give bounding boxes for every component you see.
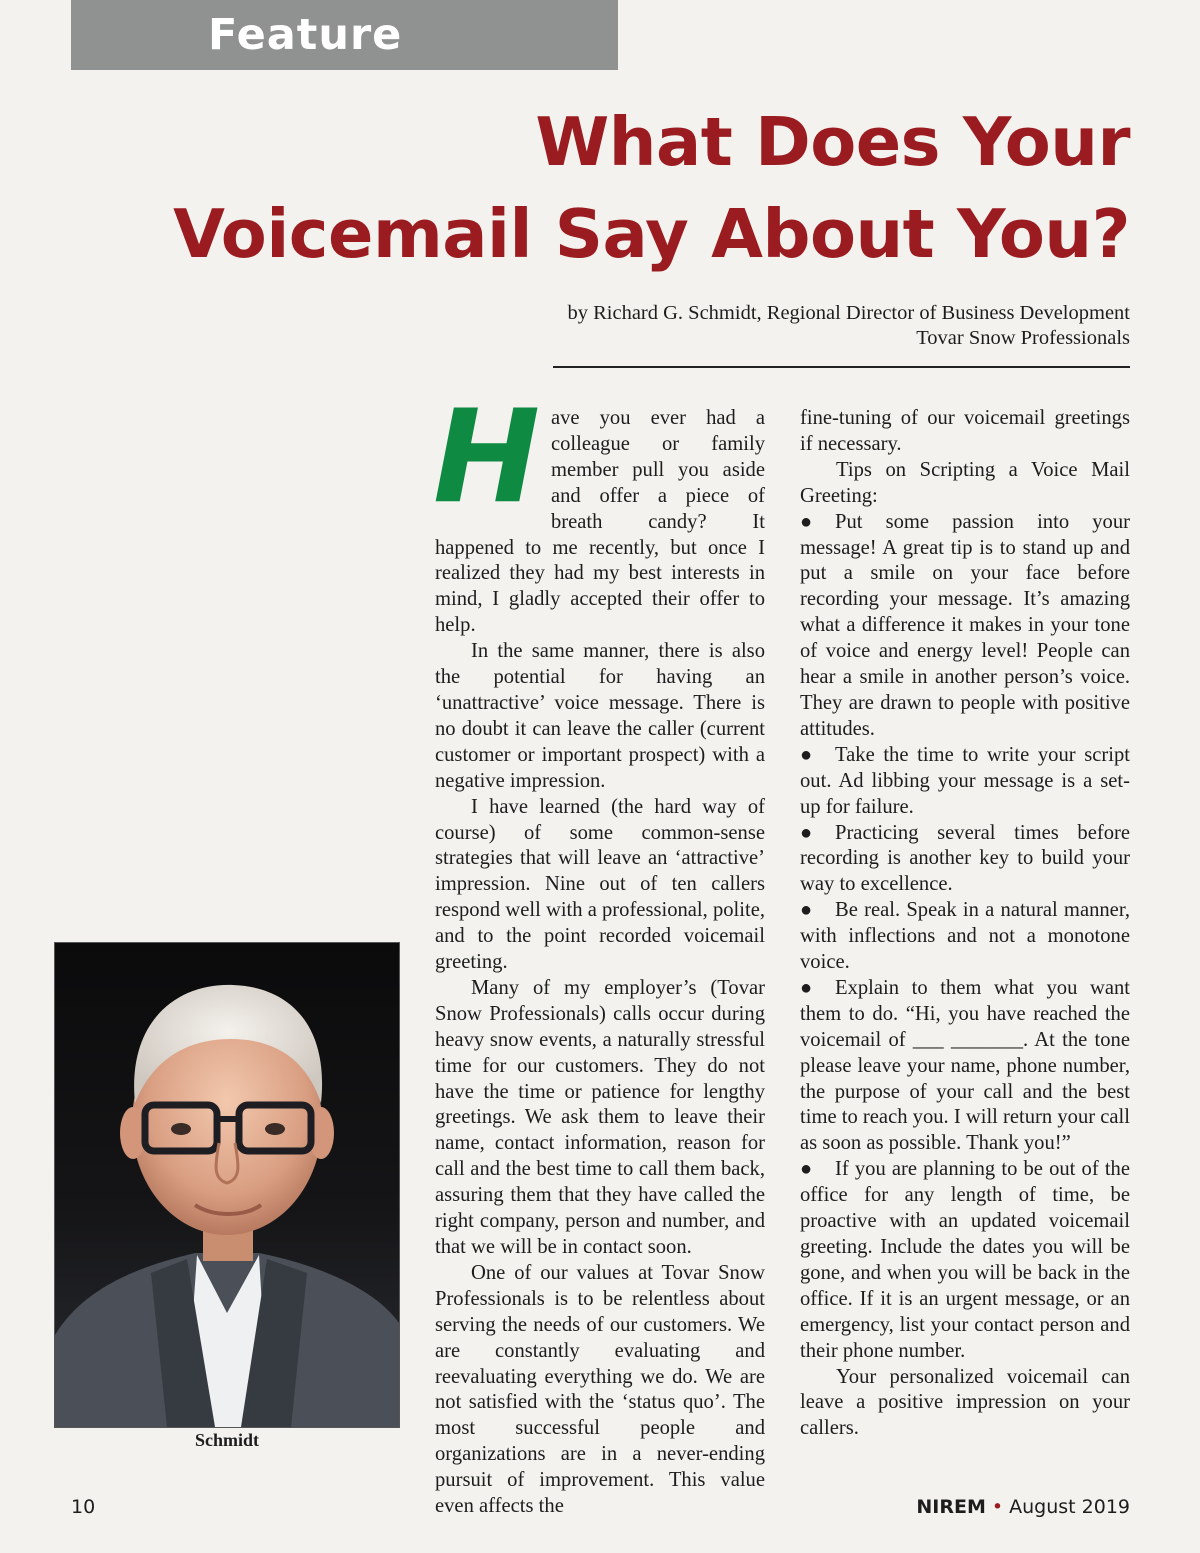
tip-text: Take the time to write your script out. Ad libbing your message is a set-up for failure. bbox=[800, 743, 1130, 818]
tip-text: Put some passion into your message! A great tip is to stand up and put a smile on your face before recording your message. It’s amazing what a difference it makes in your tone of voice and energy level! People can hear a smile in another person’s voice. They are drawn to people with positive attitudes. bbox=[800, 510, 1130, 740]
article-paragraph: I have learned (the hard way of course) of some common-sense strategies that will leave an ‘attractive’ impression. Nine out of ten callers respond well with a professional, polite, and to the point recorded voicemail greeting. bbox=[435, 795, 766, 974]
article-paragraph: In the same manner, there is also the potential for having an ‘unattractive’ voice message. There is no doubt it can leave the caller (current customer or important prospect) with a negative impression. bbox=[435, 640, 765, 792]
byline-divider bbox=[553, 366, 1130, 368]
author-photo bbox=[54, 942, 400, 1428]
bullet-icon: ● bbox=[800, 510, 813, 533]
article-paragraph: fine-tuning of our voicemail greetings if necessary. bbox=[800, 407, 1130, 455]
article-paragraph: Many of my employer’s (Tovar Snow Professionals) calls occur during heavy snow events, a naturally stressful time for our customers. They do not have the time or patience for lengthy greetings. We ask them to leave their name, contact information, reason for call and the best time to call them back, assuring them that they have called the right company, person and number, and that we will be in contact soon. bbox=[435, 976, 765, 1258]
footer-publication bbox=[916, 1496, 1130, 1518]
tip-item bbox=[800, 510, 1130, 743]
title-line-2: Voicemail Say About You? bbox=[173, 195, 1130, 273]
byline-company: Tovar Snow Professionals bbox=[916, 327, 1130, 349]
byline-author: by Richard G. Schmidt, Regional Director of Business Development bbox=[567, 302, 1130, 324]
issue-date: August 2019 bbox=[1009, 1496, 1130, 1518]
title-line-1: What Does Your bbox=[535, 103, 1130, 181]
bullet-icon: ● bbox=[800, 899, 813, 922]
bullet-icon: ● bbox=[800, 1158, 813, 1181]
section-label: Feature bbox=[208, 10, 403, 60]
section-tab bbox=[71, 0, 618, 70]
page-title bbox=[130, 96, 1130, 280]
drop-cap: H bbox=[433, 383, 541, 532]
tip-item bbox=[800, 1157, 1130, 1364]
page-number: 10 bbox=[71, 1496, 96, 1518]
byline bbox=[430, 301, 1130, 351]
photo-caption: Schmidt bbox=[194, 1430, 259, 1450]
publication-name: NIREM bbox=[916, 1496, 986, 1518]
tip-text: If you are planning to be out of the office for any length of time, be proactive with an updated voicemail greeting. Include the dates you will be gone, and when you will be back in the office. If it is an urgent message, or an emergency, list your contact person and their phone number. bbox=[800, 1158, 1130, 1362]
tip-item bbox=[800, 821, 1130, 899]
tip-text: Practicing several times before recording is another key to build your way to excellence. bbox=[800, 821, 1130, 896]
article-paragraph: One of our values at Tovar Snow Professionals is to be relentless about serving the needs of our customers. We are constantly evaluating and reevaluating everything we do. We are not satisfied with the ‘status quo’. The most successful people and organizations are in a never-ending pursuit of improvement. This value even affects the bbox=[435, 1261, 765, 1518]
tip-item bbox=[800, 898, 1130, 976]
bullet-icon: ● bbox=[800, 976, 813, 999]
bullet-icon: ● bbox=[800, 821, 813, 844]
tips-heading: Tips on Scripting a Voice Mail Greeting: bbox=[800, 458, 1130, 507]
article-paragraph: ave you ever had a colleague or family member pull you aside and offer a piece of breath candy? It happened to me recently, but once I realized they had my best interests in mind, I gladly accepted their offer to help. bbox=[435, 407, 765, 637]
tip-item bbox=[800, 976, 1130, 1157]
tip-item bbox=[800, 743, 1130, 821]
bullet-icon: ● bbox=[800, 743, 813, 766]
article-closing: Your personalized voicemail can leave a positive impression on your callers. bbox=[800, 1365, 1130, 1440]
portrait-illustration bbox=[55, 943, 399, 1427]
article-column-1 bbox=[433, 383, 766, 1520]
tip-text: Be real. Speak in a natural manner, with inflections and not a monotone voice. bbox=[800, 899, 1130, 974]
tip-text: Explain to them what you want them to do. “Hi, you have reached the voicemail of ___ _______. At the tone please leave your name, phone number, the purpose of your call and the best time to reach you. I will return your call as soon as possible. Thank you!” bbox=[800, 976, 1130, 1155]
article-column-2 bbox=[800, 406, 1130, 1442]
footer-separator: • bbox=[991, 1496, 1004, 1518]
